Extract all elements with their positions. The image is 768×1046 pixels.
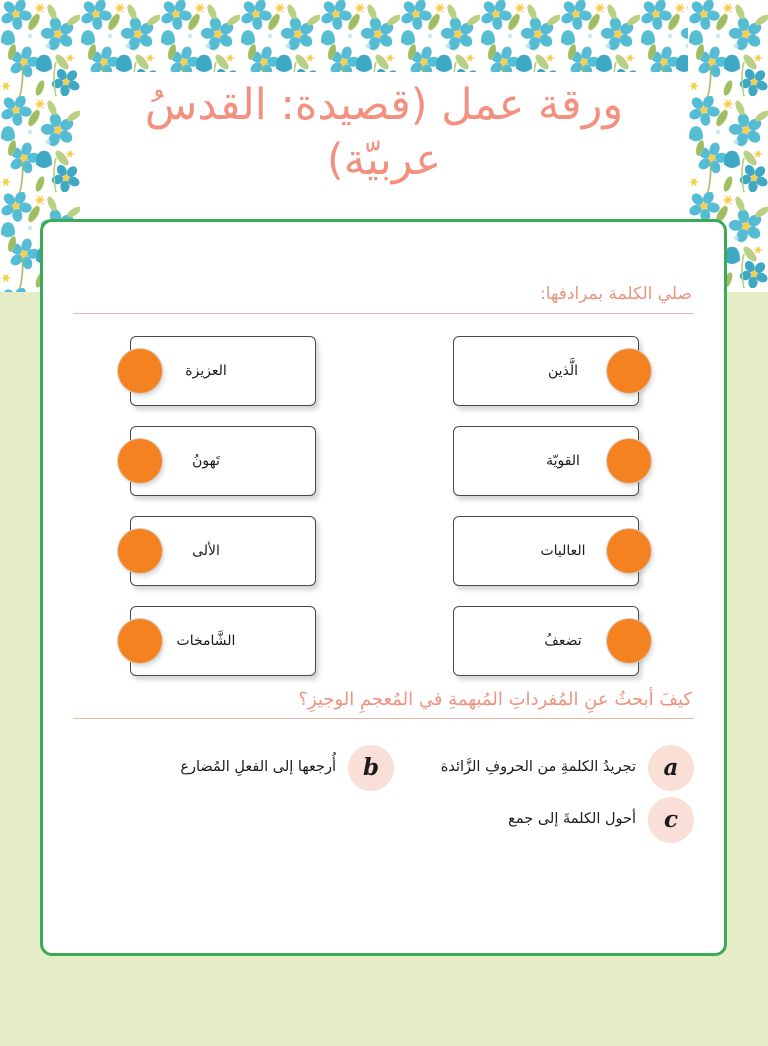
connector-dot-right[interactable] [118,439,162,483]
option-text-b: أُرجعها إلى الفعلِ المُضارع [180,759,336,776]
connector-dot-right[interactable] [118,349,162,393]
match-row [73,606,694,696]
connector-dot-right[interactable] [118,619,162,663]
question1-heading: صلي الكلمة بمرادفها: [73,282,694,314]
worksheet-content [43,222,724,953]
option-badge-a: a [648,745,694,791]
connector-dot-left[interactable] [607,619,651,663]
option-badge-c: c [648,797,694,843]
option-b[interactable] [144,745,394,791]
connector-dot-left[interactable] [607,349,651,393]
match-label-left: تضعفُ [544,632,582,649]
option-badge-b: b [348,745,394,791]
connector-dot-left[interactable] [607,439,651,483]
connector-dot-right[interactable] [118,529,162,573]
match-row [73,516,694,606]
question2-options [73,745,694,843]
match-label-left: الَّذين [547,362,579,379]
page-title: ورقة عمل (قصيدة: القدسُ عربيّة) [144,80,624,186]
question2-heading: كيفَ أبحثُ عنِ المُفرداتِ المُبهمةِ في المُعجمِ الوجيزِ؟ [73,686,694,719]
header-band [80,72,688,220]
option-c[interactable] [394,797,694,843]
match-label-right: الشَّامخات [176,632,236,649]
match-row [73,336,694,426]
options-row [73,797,694,843]
options-row [73,745,694,791]
match-row [73,426,694,516]
option-text-a: تجريدُ الكلمةِ من الحروفِ الزَّائدة [440,759,636,776]
match-label-left: القويّة [546,452,580,469]
match-label-right: تَهونُ [192,452,220,469]
match-label-right: العزيزة [185,362,227,379]
match-label-right: الألى [192,542,220,559]
option-a[interactable] [394,745,694,791]
connector-dot-left[interactable] [607,529,651,573]
option-text-c: أحول الكلمةَ إلى جمع [508,811,636,828]
floral-border-top [80,0,688,72]
matching-exercise [73,336,694,686]
worksheet-card [40,219,727,956]
match-label-left: العاليات [540,542,586,559]
